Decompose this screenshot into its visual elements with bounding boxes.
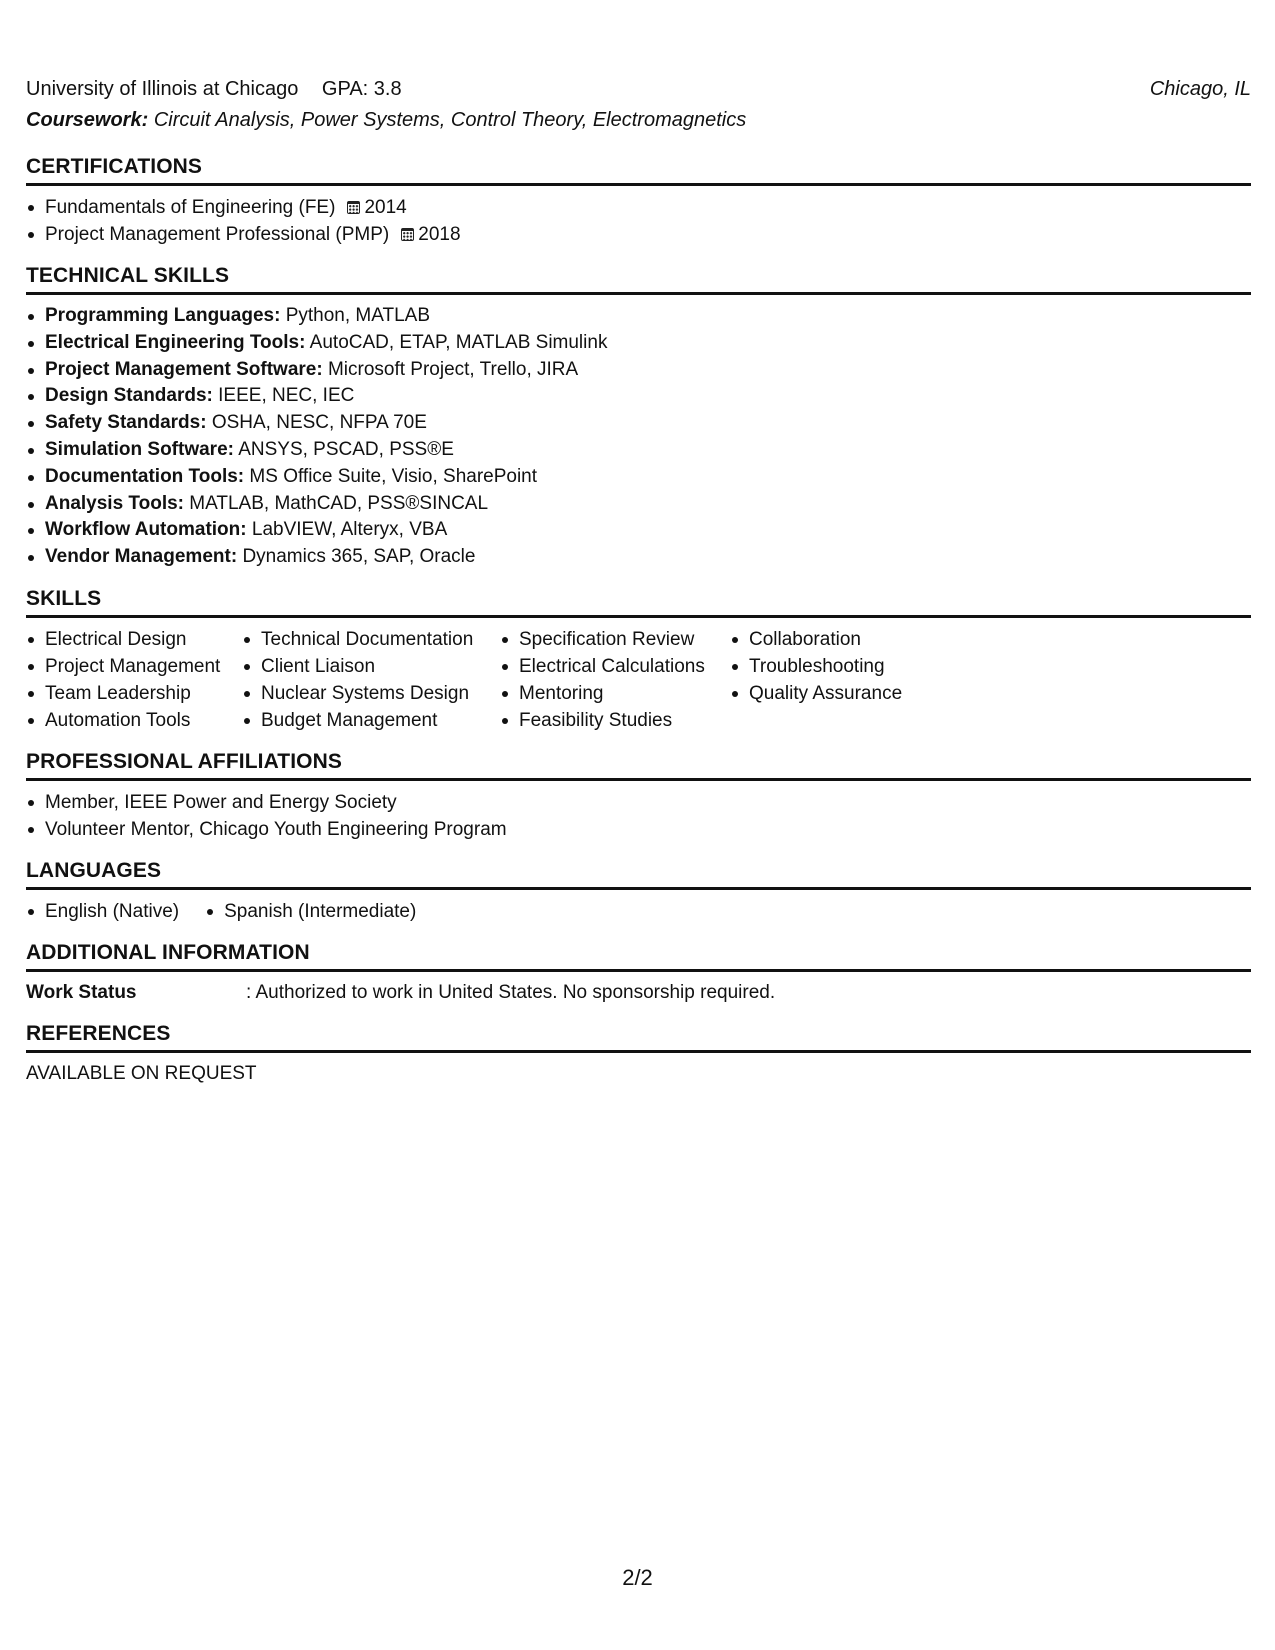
section-title-languages: LANGUAGES bbox=[26, 859, 1251, 890]
section-title-references: REFERENCES bbox=[26, 1022, 1251, 1053]
section-title-certifications: CERTIFICATIONS bbox=[26, 155, 1251, 186]
gpa: GPA: 3.8 bbox=[321, 78, 402, 100]
skill-label: Vendor Management: bbox=[45, 546, 238, 568]
certification-year: 2014 bbox=[364, 197, 407, 218]
references-section bbox=[26, 1022, 1251, 1085]
work-status-row bbox=[26, 980, 1251, 1006]
list-item: Mentoring bbox=[500, 680, 730, 707]
calendar-icon bbox=[401, 228, 414, 241]
skill-label: Safety Standards: bbox=[45, 412, 207, 434]
skills-column bbox=[730, 626, 970, 734]
certification-year: 2018 bbox=[418, 224, 461, 245]
education-row bbox=[26, 78, 1251, 108]
skills-column bbox=[26, 626, 242, 734]
skill-label: Simulation Software: bbox=[45, 438, 234, 460]
skill-value: ANSYS, PSCAD, PSS®E bbox=[238, 438, 454, 460]
work-status-value: : Authorized to work in United States. No sponsorship required. bbox=[246, 981, 776, 1003]
education-left bbox=[26, 78, 402, 101]
certifications-list bbox=[26, 194, 1251, 248]
skill-value: LabVIEW, Alteryx, VBA bbox=[251, 519, 448, 541]
list-item bbox=[26, 491, 1251, 518]
list-item bbox=[26, 383, 1251, 410]
list-item: Spanish (Intermediate) bbox=[205, 898, 416, 925]
certifications-section bbox=[26, 155, 1251, 248]
resume-page bbox=[26, 78, 1251, 1085]
coursework-label: Coursework: bbox=[26, 109, 149, 131]
skill-value: IEEE, NEC, IEC bbox=[218, 385, 355, 407]
section-title-technical-skills: TECHNICAL SKILLS bbox=[26, 264, 1251, 295]
languages-section bbox=[26, 859, 1251, 925]
coursework bbox=[26, 109, 1251, 139]
list-item: Electrical Calculations bbox=[500, 653, 730, 680]
affiliations-section bbox=[26, 750, 1251, 843]
list-item bbox=[26, 410, 1251, 437]
list-item: Volunteer Mentor, Chicago Youth Engineering Program bbox=[26, 816, 1251, 843]
section-title-affiliations: PROFESSIONAL AFFILIATIONS bbox=[26, 750, 1251, 781]
list-item: English (Native) bbox=[26, 898, 179, 925]
list-item bbox=[26, 194, 1251, 221]
list-item: Technical Documentation bbox=[242, 626, 500, 653]
languages-list bbox=[26, 898, 1251, 925]
list-item: Troubleshooting bbox=[730, 653, 970, 680]
list-item bbox=[26, 221, 1251, 248]
skill-value: Python, MATLAB bbox=[285, 305, 431, 326]
list-item bbox=[26, 437, 1251, 464]
list-item bbox=[26, 330, 1251, 357]
school-location: Chicago, IL bbox=[1149, 78, 1251, 100]
skill-value: Dynamics 365, SAP, Oracle bbox=[242, 546, 476, 568]
list-item: Collaboration bbox=[730, 626, 970, 653]
skill-label: Electrical Engineering Tools: bbox=[45, 331, 306, 353]
skill-label: Project Management Software: bbox=[45, 358, 323, 380]
technical-skills-section bbox=[26, 264, 1251, 571]
technical-skills-list bbox=[26, 303, 1251, 571]
skills-grid bbox=[26, 626, 1251, 734]
skill-value: MS Office Suite, Visio, SharePoint bbox=[249, 465, 538, 487]
list-item bbox=[26, 357, 1251, 384]
skill-label: Analysis Tools: bbox=[45, 492, 185, 514]
certification-name: Project Management Professional (PMP) bbox=[45, 224, 390, 245]
list-item bbox=[26, 517, 1251, 544]
list-item: Specification Review bbox=[500, 626, 730, 653]
section-title-skills: SKILLS bbox=[26, 587, 1251, 618]
affiliations-list bbox=[26, 789, 1251, 843]
coursework-list: Circuit Analysis, Power Systems, Control Theory, Electromagnetics bbox=[153, 109, 747, 131]
list-item: Project Management bbox=[26, 653, 242, 680]
list-item: Client Liaison bbox=[242, 653, 500, 680]
section-title-additional-info: ADDITIONAL INFORMATION bbox=[26, 941, 1251, 972]
skill-value: MATLAB, MathCAD, PSS®SINCAL bbox=[189, 492, 489, 514]
skills-column bbox=[242, 626, 500, 734]
list-item bbox=[26, 464, 1251, 491]
list-item: Feasibility Studies bbox=[500, 707, 730, 734]
skill-label: Programming Languages: bbox=[45, 305, 281, 326]
skill-label: Design Standards: bbox=[45, 385, 213, 407]
list-item: Member, IEEE Power and Energy Society bbox=[26, 789, 1251, 816]
skill-label: Workflow Automation: bbox=[45, 519, 247, 541]
list-item: Nuclear Systems Design bbox=[242, 680, 500, 707]
calendar-icon bbox=[347, 201, 360, 214]
list-item: Team Leadership bbox=[26, 680, 242, 707]
work-status-label: Work Status bbox=[26, 981, 137, 1003]
page-number: 2/2 bbox=[622, 1565, 653, 1590]
skill-value: Microsoft Project, Trello, JIRA bbox=[327, 358, 579, 380]
school-name: University of Illinois at Chicago bbox=[26, 78, 299, 100]
list-item: Automation Tools bbox=[26, 707, 242, 734]
list-item: Quality Assurance bbox=[730, 680, 970, 707]
additional-info-section bbox=[26, 941, 1251, 1006]
skill-value: OSHA, NESC, NFPA 70E bbox=[211, 412, 427, 434]
skills-column bbox=[500, 626, 730, 734]
skill-label: Documentation Tools: bbox=[45, 465, 245, 487]
certification-name: Fundamentals of Engineering (FE) bbox=[45, 197, 336, 218]
references-text: AVAILABLE ON REQUEST bbox=[26, 1062, 257, 1084]
list-item bbox=[26, 303, 1251, 330]
list-item: Budget Management bbox=[242, 707, 500, 734]
list-item bbox=[26, 544, 1251, 571]
list-item: Electrical Design bbox=[26, 626, 242, 653]
skill-value: AutoCAD, ETAP, MATLAB Simulink bbox=[309, 331, 608, 353]
skills-section bbox=[26, 587, 1251, 734]
